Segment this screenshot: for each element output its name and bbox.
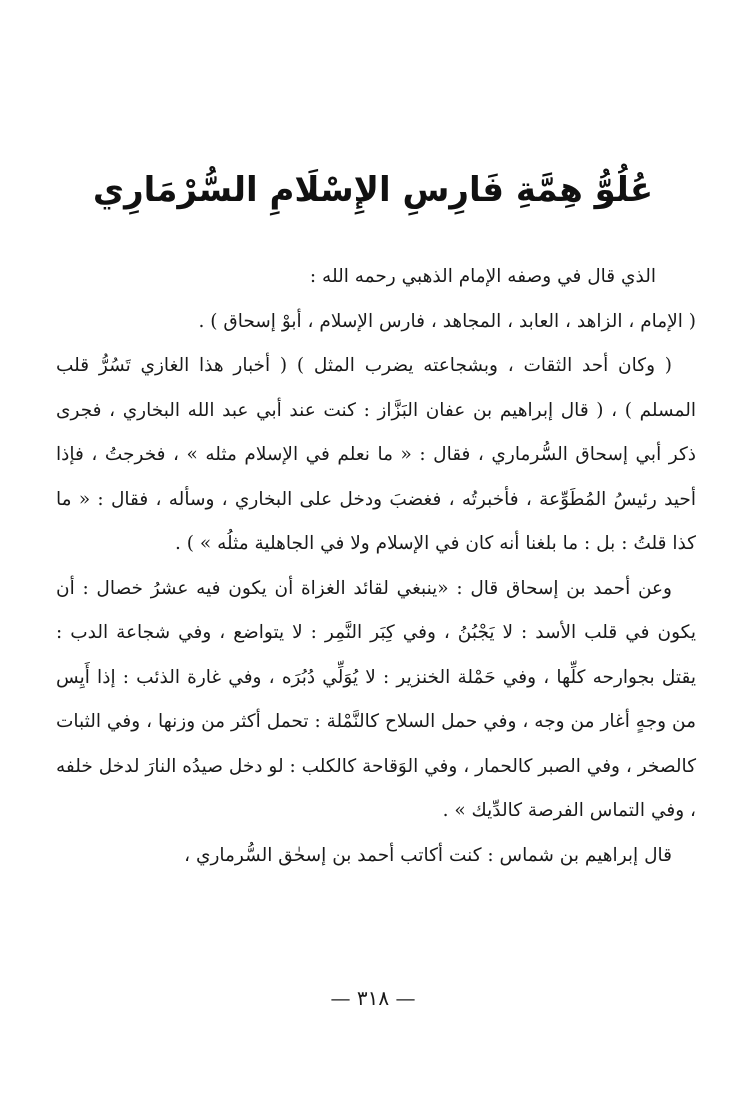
page-body [56, 255, 696, 878]
paragraph-quote-titles: ( الإمام ، الزاهد ، العابد ، المجاهد ، فارس الإسلام ، أبوْ إسحاق ) . [198, 310, 696, 332]
chapter-title: عُلُوُّ هِمَّةِ فَارِسِ الإِسْلَامِ السُّرْمَارِي [92, 170, 654, 210]
paragraph-bukhari-story: ( وكان أحد الثقات ، وبشجاعته يضرب المثل ) ( أخبار هذا الغازي تَسُرُّ قلب المسلم ) ، ( قال إبراهيم بن عفان البَزَّاز : كنت عند أبي عبد الله البخاري ، فجرى ذكر أبي إسحاق السُّرماري ، فقال : « ما نعلم في الإسلام مثله » ، فخرجتُ ، فإذا أحيد رئيسُ المُطَوِّعة ، فأخبرتُه ، فغضبَ ودخل على البخاري ، وسأله ، فقال : « ما كذا قلتُ : بل : ما بلغنا أنه كان في الإسلام ولا في الجاهلية مثلُه » ) . [56, 355, 696, 554]
page-number: — ٣١٨ — [330, 986, 416, 1010]
paragraph-ten-qualities: وعن أحمد بن إسحاق قال : «ينبغي لقائد الغزاة أن يكون فيه عشرُ خصال : أن يكون في قلب الأسد : لا يَجْبُنُ ، وفي كِبَر النَّمِر : لا يتواضع ، وفي شجاعة الدب : يقتل بجوارحه كلِّها ، وفي حَمْلة الخنزير : لا يُوَلِّي دُبُرَه ، وفي غارة الذئب : إذا أَيِس من وجهٍ أغار من وجه ، وفي حمل السلاح كالنَّمْلة : تحمل أكثر من وزنها ، وفي الثبات كالصخر ، وفي الصبر كالحمار ، وفي الوَقاحة كالكلب : لو دخل صيدُه النارَ لدخل خلفه ، وفي التماس الفرصة كالدِّيك » . [56, 577, 696, 821]
paragraph-intro: الذي قال في وصفه الإمام الذهبي رحمه الله : [309, 266, 656, 287]
paragraph-ibrahim-shammas: قال إبراهيم بن شماس : كنت أكاتب أحمد بن إسحٰق السُّرماري ، [184, 844, 672, 866]
